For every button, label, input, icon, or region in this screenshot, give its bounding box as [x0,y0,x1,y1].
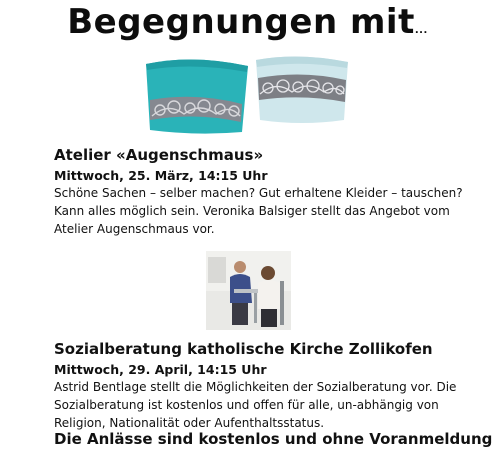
event-1-heading: Atelier «Augenschmaus» [54,146,264,164]
event-2-line: Religion, Nationalität oder Aufenthaltsstatus. [54,416,325,430]
teal-pouch [146,59,248,133]
event-1-line: Atelier Augenschmaus vor. [54,222,215,236]
title-text: Begegnungen mit [67,2,415,42]
event-1-line: Schöne Sachen – selber machen? Gut erhaltene Kleider – tauschen? [54,186,463,200]
page-title [0,2,495,42]
footer-note: Die Anlässe sind kostenlos und ohne Voranmeldung [54,430,493,448]
event-2-heading: Sozialberatung katholische Kirche Zollikofen [54,340,433,358]
counseling-photo [206,251,291,330]
event-2-line: Astrid Bentlage stellt die Möglichkeiten der Sozialberatung vor. Die [54,380,457,394]
event-2-description [54,378,457,432]
event-1-description [54,184,463,238]
light-pouch [256,56,348,123]
event-2-date: Mittwoch, 29. April, 14:15 Uhr [54,362,267,377]
event-2-line: Sozialberatung ist kostenlos und offen für alle, un-abhängig von [54,398,439,412]
pouches-image [138,50,358,140]
event-1-line: Kann alles möglich sein. Veronika Balsiger stellt das Angebot vom [54,204,450,218]
title-dots: ... [414,25,428,36]
event-1-date: Mittwoch, 25. März, 14:15 Uhr [54,168,268,183]
